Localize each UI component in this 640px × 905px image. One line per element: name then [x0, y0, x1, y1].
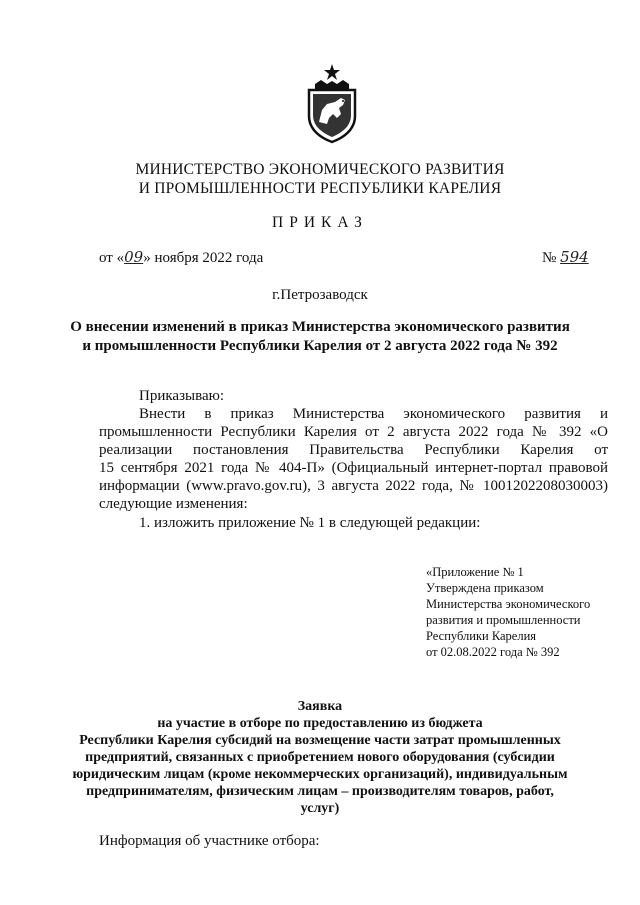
- application-line-6: услуг): [300, 801, 340, 816]
- paragraph-1-line-3: реализации постановления Правительства Республики Карелия от: [99, 442, 608, 458]
- application-line-2: Республики Карелия субсидий на возмещение части затрат промышленных: [79, 733, 561, 748]
- application-line-3: предприятий, связанных с приобретением нового оборудования (субсидии: [85, 750, 555, 765]
- participant-info-label: Информация об участнике отбора:: [99, 833, 320, 849]
- application-line-1: на участие в отборе по предоставлению из бюджета: [157, 716, 483, 731]
- application-title: Заявка: [297, 699, 343, 714]
- list-item-1: 1. изложить приложение № 1 в следующей редакции:: [139, 515, 481, 531]
- appendix-line-1: «Приложение № 1: [426, 565, 524, 579]
- city: г.Петрозаводск: [272, 287, 368, 303]
- ministry-name-line-2: И ПРОМЫШЛЕННОСТИ РЕСПУБЛИКИ КАРЕЛИЯ: [138, 180, 502, 197]
- application-line-4: юридическим лицам (кроме некоммерческих организаций), индивидуальным: [72, 767, 568, 782]
- appendix-line-5: Республики Карелия: [426, 629, 537, 643]
- application-line-5: предпринимателям, физическим лицам – производителям товаров, работ,: [86, 784, 554, 799]
- appendix-line-3: Министерства экономического: [426, 597, 591, 611]
- appendix-line-6: от 02.08.2022 года № 392: [426, 645, 560, 659]
- karelia-coat-of-arms-icon: [303, 62, 361, 144]
- order-number: [542, 248, 589, 267]
- order-title-line-1: О внесении изменений в приказ Министерства экономического развития: [70, 319, 570, 335]
- number-prefix: №: [542, 250, 557, 266]
- number-value-handwritten: 594: [560, 248, 589, 266]
- date-suffix: » ноября 2022 года: [143, 250, 264, 266]
- paragraph-1-line-4: 15 сентября 2021 года № 404-П» (Официальный интернет-портал правовой: [99, 460, 608, 476]
- paragraph-1-line-6: следующие изменения:: [99, 496, 248, 512]
- date-day-handwritten: 09: [124, 248, 144, 266]
- date-prefix: от «: [99, 250, 125, 266]
- order-date: [99, 248, 263, 267]
- ministry-name-line-1: МИНИСТЕРСТВО ЭКОНОМИЧЕСКОГО РАЗВИТИЯ: [135, 161, 505, 178]
- paragraph-1-line-1: Внести в приказ Министерства экономического развития и: [139, 406, 608, 422]
- appendix-line-2: Утверждена приказом: [426, 581, 544, 595]
- order-title-line-2: и промышленности Республики Карелия от 2 августа 2022 года № 392: [82, 338, 558, 354]
- document-type: ПРИКАЗ: [272, 214, 368, 231]
- paragraph-1-line-5: информации (www.pravo.gov.ru), 3 августа 2022 года, № 1001202208030003): [99, 478, 608, 494]
- paragraph-1-line-2: промышленности Республики Карелия от 2 августа 2022 года № 392 «О: [99, 424, 608, 440]
- appendix-line-4: развития и промышленности: [426, 613, 581, 627]
- order-directive: Приказываю:: [139, 388, 224, 404]
